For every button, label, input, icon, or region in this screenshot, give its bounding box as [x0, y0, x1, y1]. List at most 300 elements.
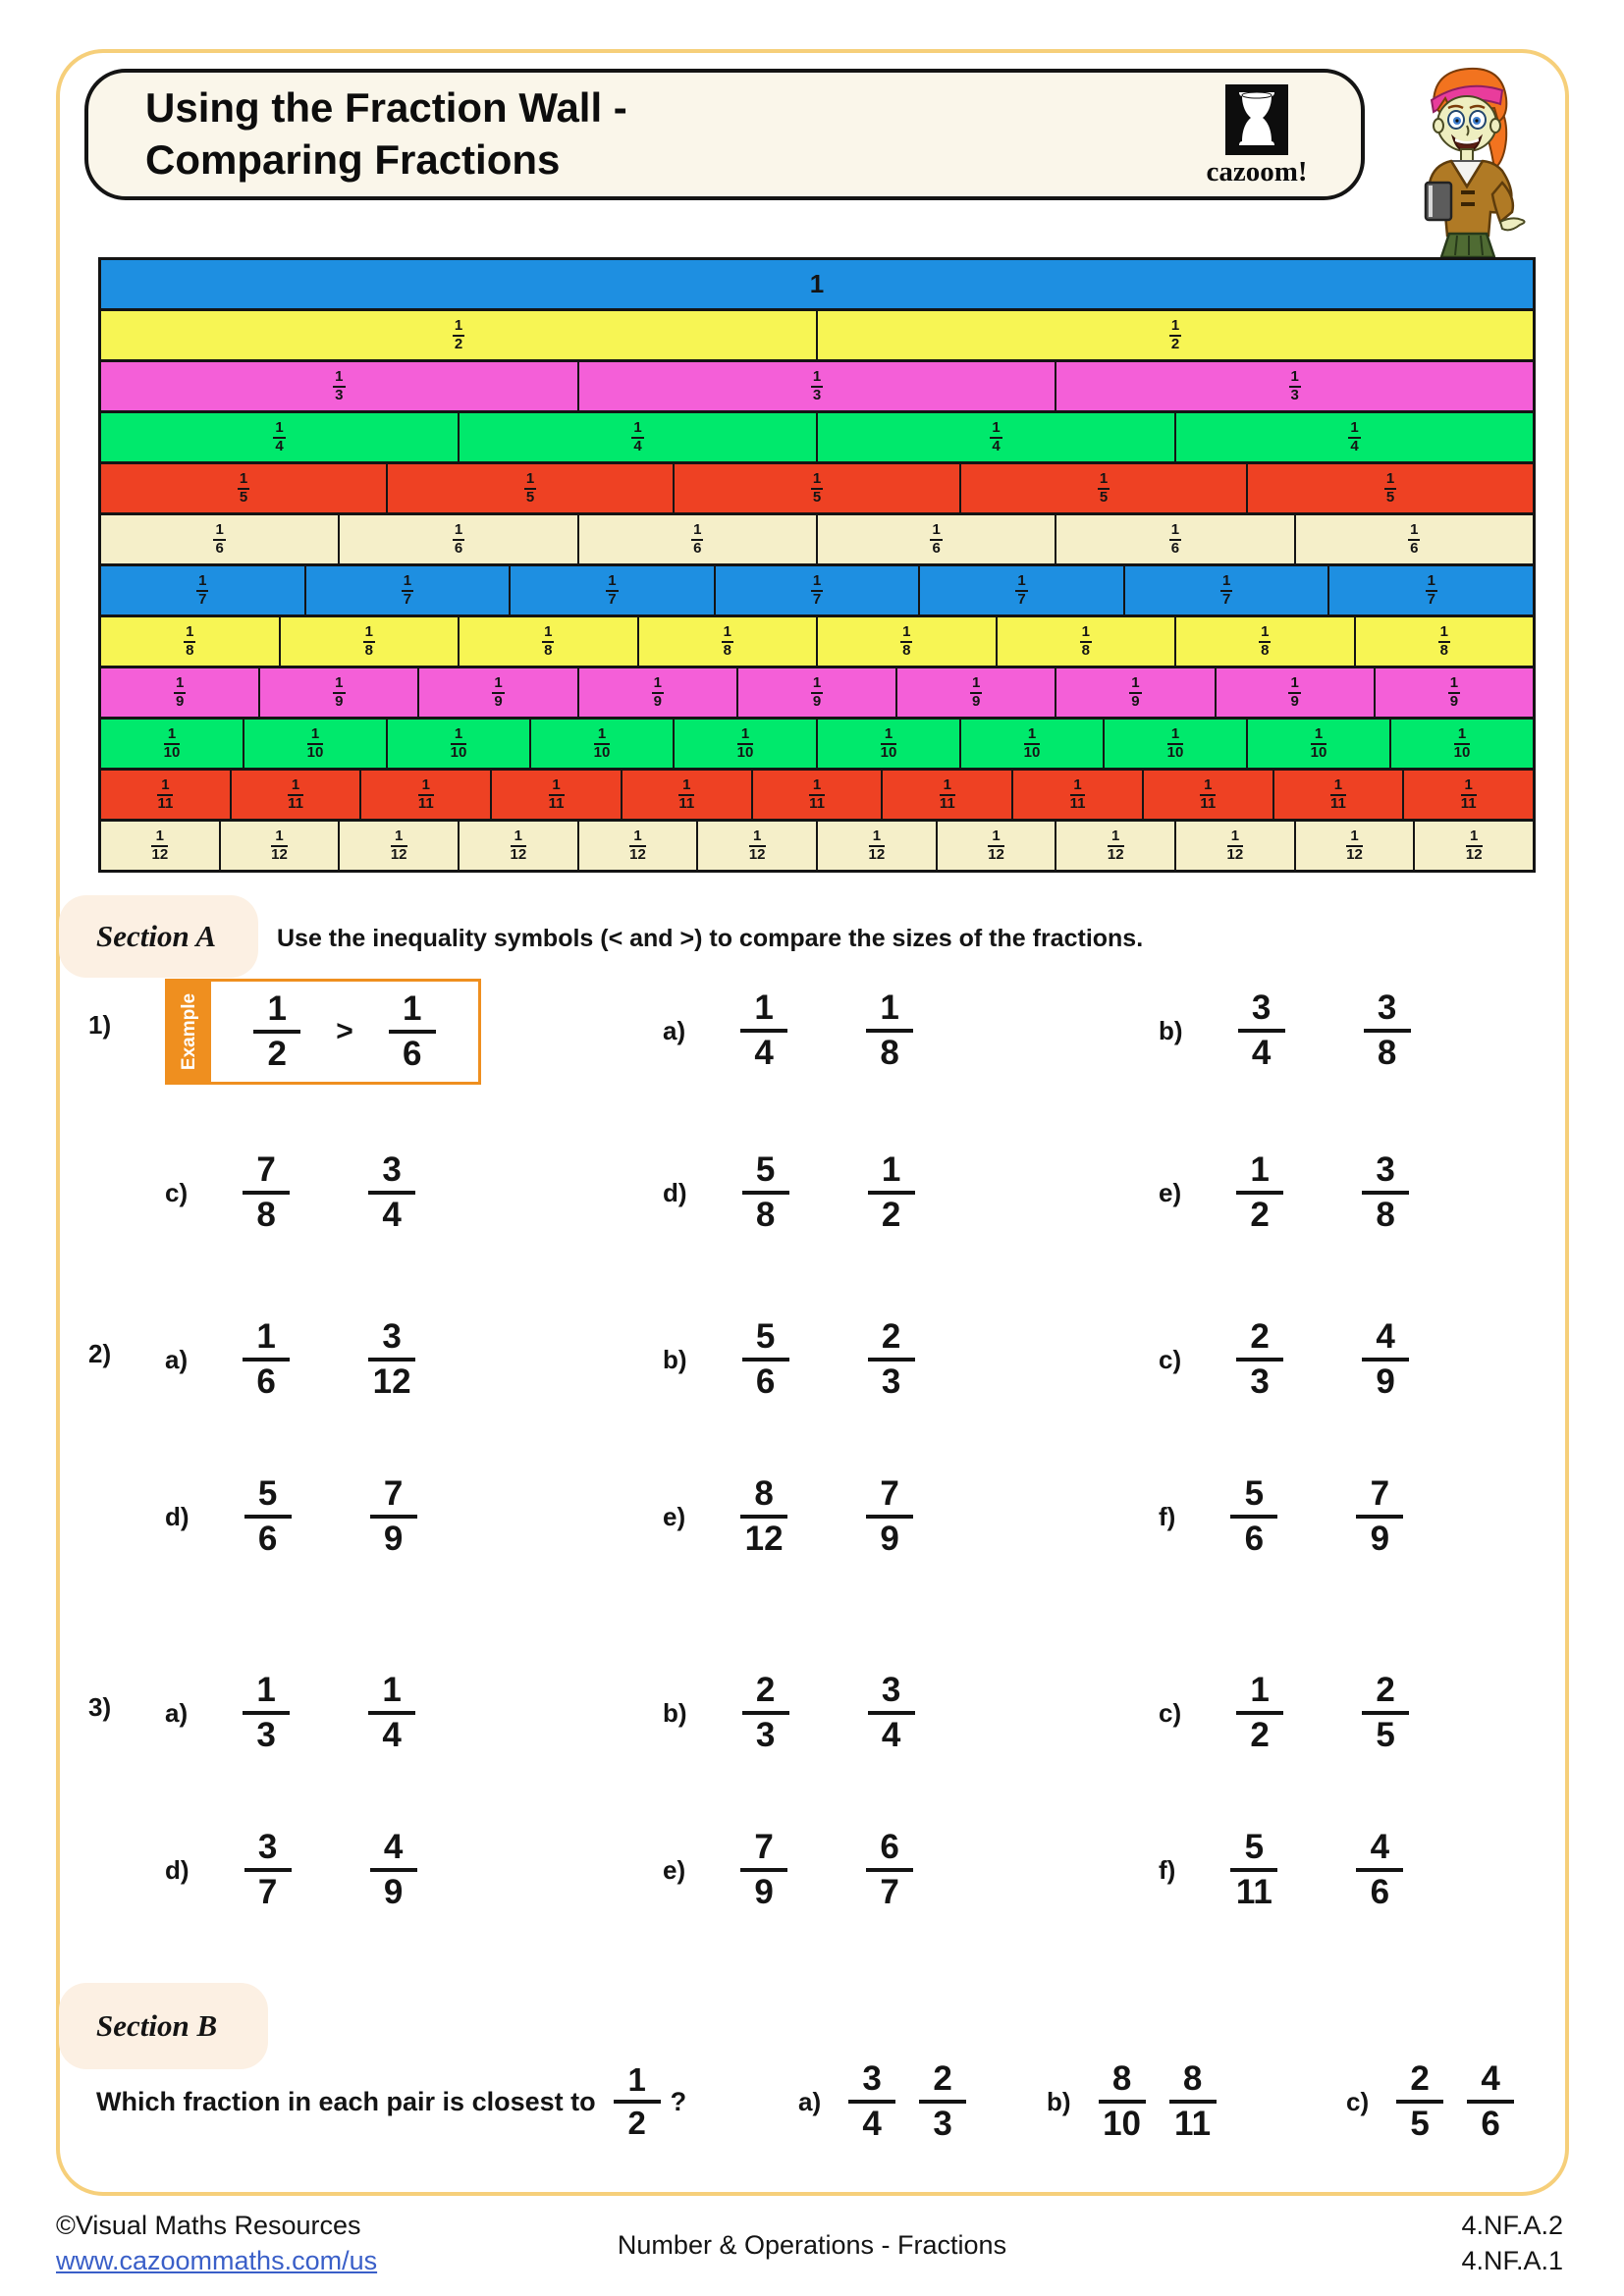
- wall-cell: [621, 771, 751, 819]
- fraction-denominator: 6: [454, 539, 463, 557]
- wall-cell: [1123, 566, 1328, 614]
- wall-cell: [1174, 822, 1294, 870]
- wall-cell: [918, 566, 1123, 614]
- wall-cell: [101, 362, 577, 410]
- wall-fraction: [174, 675, 186, 710]
- fraction-left: [1236, 1149, 1283, 1234]
- fraction-numerator: 1: [1227, 828, 1244, 847]
- fraction-numerator: 1: [1466, 828, 1483, 847]
- wall-fraction: [1384, 471, 1396, 506]
- wall-fraction: [629, 828, 646, 863]
- fraction-numerator: 1: [1438, 624, 1450, 643]
- question-item: [1159, 1659, 1409, 1767]
- wall-row-5: [101, 461, 1533, 512]
- fraction-numerator: 1: [511, 828, 527, 847]
- wall-fraction: [453, 318, 464, 352]
- fraction-denominator: 7: [257, 1873, 278, 1911]
- fraction-numerator: 1: [652, 675, 664, 694]
- question-label: c): [1346, 2086, 1370, 2116]
- wall-fraction: [809, 777, 825, 812]
- fraction-numerator: 2: [742, 1673, 789, 1715]
- fraction-denominator: 7: [880, 1873, 899, 1911]
- wall-cell: [386, 464, 673, 512]
- fraction-denominator: 11: [157, 794, 174, 812]
- wall-cell: [1294, 822, 1414, 870]
- wall-fraction: [238, 471, 249, 506]
- wall-fraction: [1311, 726, 1327, 761]
- wall-fraction: [402, 573, 413, 608]
- wall-cell: [996, 617, 1175, 666]
- wall-cell: [101, 311, 816, 359]
- fraction-denominator: 6: [932, 539, 941, 557]
- fraction-denominator: 12: [151, 845, 169, 863]
- fraction-numerator: 7: [1356, 1476, 1403, 1519]
- fraction-right: [866, 1827, 913, 1911]
- fraction-denominator: 8: [186, 641, 194, 659]
- fraction-denominator: 9: [1376, 1362, 1395, 1401]
- fraction-left: [1230, 1827, 1277, 1911]
- fraction-numerator: 3: [368, 1152, 415, 1195]
- fraction-denominator: 9: [754, 1873, 774, 1911]
- wall-fraction: [1466, 828, 1483, 863]
- fraction-denominator: 4: [754, 1034, 774, 1072]
- fraction-right: [1362, 1670, 1409, 1754]
- question-item: [165, 1816, 417, 1924]
- fraction-numerator: 1: [970, 675, 982, 694]
- fraction-denominator: 8: [1081, 641, 1090, 659]
- wall-cell: [816, 822, 936, 870]
- section-b-question: [96, 2048, 686, 2156]
- fraction-left: [1230, 1473, 1277, 1558]
- target-fraction: [614, 2060, 661, 2141]
- fraction-numerator: 1: [614, 2063, 661, 2104]
- fraction-denominator: 8: [902, 641, 911, 659]
- fraction-denominator: 12: [1465, 845, 1483, 863]
- fraction-left: [742, 1670, 789, 1754]
- wall-fraction: [1330, 777, 1346, 812]
- example-tab: [168, 982, 211, 1082]
- fraction-numerator: 1: [990, 420, 1001, 439]
- fraction-denominator: 4: [382, 1196, 402, 1234]
- fraction-left: [243, 1316, 290, 1401]
- wall-cell: [458, 822, 577, 870]
- wall-cell: [304, 566, 510, 614]
- fraction-denominator: 2: [627, 2105, 646, 2141]
- wall-cell: [101, 771, 230, 819]
- wall-cell: [1413, 822, 1533, 870]
- fraction-numerator: 1: [1346, 828, 1363, 847]
- example-box: [165, 979, 481, 1085]
- wall-fraction: [391, 828, 407, 863]
- fraction-denominator: 3: [755, 1716, 776, 1754]
- question-item: [165, 1659, 415, 1767]
- fraction-numerator: 1: [271, 828, 288, 847]
- fraction-denominator: 5: [1099, 488, 1109, 506]
- fraction-numerator: 1: [402, 573, 413, 592]
- fraction-numerator: 1: [1259, 624, 1271, 643]
- fraction-denominator: 6: [1410, 539, 1419, 557]
- fraction-denominator: 9: [880, 1520, 899, 1558]
- wall-row-4: [101, 410, 1533, 461]
- wall-fraction: [492, 675, 504, 710]
- fraction-numerator: 1: [453, 522, 464, 541]
- wall-cell: [714, 566, 919, 614]
- wall-cell: [881, 771, 1011, 819]
- fraction-right: [866, 1473, 913, 1558]
- question-item: [165, 1139, 415, 1247]
- wall-cell: [1055, 822, 1174, 870]
- wall-cell: [1103, 720, 1246, 768]
- wall-cell: [637, 617, 817, 666]
- fraction-numerator: 1: [453, 318, 464, 337]
- wall-cell: [279, 617, 459, 666]
- fraction-denominator: 2: [1250, 1196, 1270, 1234]
- fraction-numerator: 1: [1070, 777, 1086, 796]
- fraction-denominator: 2: [1170, 335, 1180, 352]
- wall-cell: [1246, 464, 1533, 512]
- fraction-right: [368, 1670, 415, 1754]
- fraction-left: [740, 1473, 787, 1558]
- wall-cell: [936, 822, 1056, 870]
- fraction-numerator: 1: [811, 471, 823, 490]
- wall-cell: [101, 720, 243, 768]
- goblet-icon: [1225, 84, 1288, 155]
- wall-cell: [101, 260, 1533, 308]
- fraction-denominator: 3: [933, 2105, 952, 2143]
- fraction-denominator: 12: [988, 845, 1004, 863]
- fraction-numerator: 1: [184, 624, 195, 643]
- fraction-denominator: 10: [736, 743, 754, 761]
- fraction-denominator: 11: [1330, 794, 1346, 812]
- fraction-numerator: 4: [370, 1830, 417, 1872]
- fraction-denominator: 12: [1226, 845, 1244, 863]
- wall-cell: [529, 720, 673, 768]
- question-item: [663, 1463, 913, 1571]
- wall-cell: [577, 822, 697, 870]
- fraction-numerator: 1: [492, 675, 504, 694]
- question-item: [663, 1659, 915, 1767]
- fraction-denominator: 9: [1290, 692, 1299, 710]
- fraction-left: [1099, 2058, 1146, 2143]
- fraction-numerator: 2: [1396, 2061, 1443, 2104]
- wall-cell: [386, 720, 529, 768]
- wall-cell: [230, 771, 360, 819]
- fraction-denominator: 5: [239, 488, 248, 506]
- fraction-numerator: 1: [1311, 726, 1327, 745]
- wall-cell: [219, 822, 339, 870]
- question-row: [88, 1139, 1561, 1247]
- wall-fraction: [1227, 828, 1244, 863]
- question-item: [663, 1139, 915, 1247]
- fraction-numerator: 4: [1467, 2061, 1514, 2104]
- question-label: b): [1047, 2086, 1071, 2116]
- wall-fraction: [1438, 624, 1450, 659]
- fraction-numerator: 1: [542, 624, 554, 643]
- wall-fraction: [811, 471, 823, 506]
- wall-cell: [101, 515, 338, 563]
- fraction-numerator: 1: [606, 573, 618, 592]
- wall-fraction: [1169, 318, 1181, 352]
- wall-fraction: [691, 522, 703, 557]
- wall-fraction: [164, 726, 181, 761]
- fraction-left: [1236, 1670, 1283, 1754]
- question-label: d): [165, 1854, 189, 1885]
- fraction-numerator: 1: [1167, 726, 1184, 745]
- fraction-numerator: 1: [1384, 471, 1396, 490]
- wall-cell: [1055, 668, 1214, 717]
- fraction-numerator: 1: [307, 726, 324, 745]
- wall-cell: [577, 362, 1056, 410]
- wall-cell: [101, 617, 279, 666]
- footer-topic: Number & Operations - Fractions: [617, 2230, 1007, 2260]
- wall-fraction: [271, 828, 288, 863]
- question-label: f): [1159, 1501, 1176, 1531]
- fraction-denominator: 6: [1370, 1873, 1390, 1911]
- fraction-denominator: 10: [1310, 743, 1327, 761]
- fraction-denominator: 6: [257, 1520, 278, 1558]
- fraction-right: [368, 1316, 415, 1401]
- wall-fraction: [157, 777, 173, 812]
- fraction-denominator: 4: [633, 437, 642, 454]
- cazoom-logo: [1178, 84, 1335, 188]
- example-tab-label: Example: [179, 992, 199, 1071]
- fraction-numerator: 1: [900, 624, 912, 643]
- wall-fraction: [1220, 573, 1232, 608]
- fraction-numerator: 1: [1108, 828, 1124, 847]
- fraction-denominator: 2: [454, 335, 463, 352]
- fraction-denominator: 11: [548, 794, 565, 812]
- wall-cell: [1374, 668, 1533, 717]
- fraction-denominator: 2: [1250, 1716, 1270, 1754]
- fraction-denominator: 3: [881, 1362, 901, 1401]
- wall-fraction: [811, 369, 823, 403]
- fraction-numerator: 3: [244, 1830, 292, 1872]
- wall-fraction: [1098, 471, 1110, 506]
- fraction-denominator: 9: [494, 692, 503, 710]
- question-item: [1159, 1463, 1403, 1571]
- fraction-numerator: 7: [866, 1476, 913, 1519]
- question-label: e): [663, 1854, 686, 1885]
- wall-fraction: [1169, 522, 1181, 557]
- fraction-denominator: 10: [880, 743, 897, 761]
- question-label: b): [1159, 1015, 1183, 1045]
- copyright-text: ©Visual Maths Resources: [56, 2211, 361, 2240]
- fraction-denominator: 12: [372, 1362, 411, 1401]
- wall-cell: [959, 720, 1103, 768]
- wall-fraction: [1024, 726, 1041, 761]
- fraction-numerator: 1: [1169, 522, 1181, 541]
- fraction-numerator: 1: [869, 828, 886, 847]
- question-item: [663, 977, 913, 1085]
- wall-row-12: [101, 819, 1533, 870]
- fraction-numerator: 1: [157, 777, 173, 796]
- fraction-denominator: 8: [755, 1196, 776, 1234]
- fraction-numerator: 1: [273, 420, 285, 439]
- fraction-left: [742, 1149, 789, 1234]
- fraction-numerator: 1: [749, 828, 766, 847]
- wall-cell: [895, 668, 1055, 717]
- page-title-line1: Using the Fraction Wall -: [145, 84, 627, 131]
- wall-cell: [258, 668, 417, 717]
- question-item: [165, 1463, 417, 1571]
- wall-cell: [101, 413, 458, 461]
- wall-cell: [816, 413, 1174, 461]
- wall-cell: [1389, 720, 1533, 768]
- fraction-denominator: 5: [1376, 1716, 1395, 1754]
- question-number: 3): [88, 1692, 112, 1722]
- fraction-left: [1236, 1316, 1283, 1401]
- fraction-denominator: 9: [335, 692, 344, 710]
- fraction-numerator: 1: [1098, 471, 1110, 490]
- fraction-denominator: 4: [1350, 437, 1359, 454]
- question-label: d): [165, 1501, 189, 1531]
- wall-cell: [577, 515, 816, 563]
- fraction-denominator: 7: [198, 590, 207, 608]
- fraction-denominator: 7: [812, 590, 822, 608]
- wall-fraction: [1167, 726, 1184, 761]
- fraction-numerator: 1: [740, 990, 787, 1033]
- fraction-denominator: 11: [1069, 794, 1086, 812]
- fraction-denominator: 4: [881, 1716, 901, 1754]
- fraction-right: [1467, 2058, 1514, 2143]
- question-item: [663, 1306, 915, 1414]
- question-item: [165, 1306, 415, 1414]
- fraction-numerator: 8: [1099, 2061, 1146, 2104]
- fraction-numerator: 1: [1129, 675, 1141, 694]
- fraction-numerator: 1: [368, 1673, 415, 1715]
- fraction-denominator: 9: [972, 692, 981, 710]
- fraction-denominator: 7: [1222, 590, 1231, 608]
- fraction-denominator: 11: [939, 794, 955, 812]
- question-item: [798, 2048, 966, 2156]
- wall-fraction: [970, 675, 982, 710]
- fraction-numerator: 1: [333, 675, 345, 694]
- wall-fraction: [511, 828, 527, 863]
- example-fraction-right: [389, 988, 436, 1073]
- wall-row-8: [101, 614, 1533, 666]
- fraction-numerator: 1: [1426, 573, 1437, 592]
- question-row: [88, 1659, 1561, 1767]
- fraction-denominator: 12: [744, 1520, 784, 1558]
- fraction-right: [370, 1473, 417, 1558]
- question-label: a): [798, 2086, 822, 2116]
- fraction-denominator: 11: [1174, 2105, 1212, 2143]
- fraction-numerator: 5: [244, 1476, 292, 1519]
- question-item: [663, 1816, 913, 1924]
- wall-fraction: [1259, 624, 1271, 659]
- fraction-numerator: 1: [288, 777, 303, 796]
- fraction-numerator: 1: [988, 828, 1004, 847]
- fraction-denominator: 8: [723, 641, 731, 659]
- wall-fraction: [1454, 726, 1471, 761]
- fraction-denominator: 6: [1170, 539, 1180, 557]
- fraction-right: [919, 2058, 966, 2143]
- fraction-denominator: 12: [1346, 845, 1363, 863]
- wall-cell: [101, 668, 258, 717]
- fraction-numerator: 4: [1362, 1319, 1409, 1362]
- question-item: [1159, 1816, 1403, 1924]
- fraction-numerator: 5: [1230, 1830, 1277, 1872]
- wall-cell: [1246, 720, 1389, 768]
- wall-fraction: [737, 726, 754, 761]
- fraction-numerator: 1: [594, 726, 611, 745]
- fraction-numerator: 1: [1080, 624, 1092, 643]
- fraction-numerator: 1: [164, 726, 181, 745]
- wall-cell: [816, 720, 959, 768]
- wall-fraction: [1288, 675, 1300, 710]
- fraction-denominator: 10: [1103, 2105, 1142, 2143]
- question-label: e): [663, 1501, 686, 1531]
- wall-cell: [338, 515, 576, 563]
- question-label: c): [1159, 1344, 1182, 1374]
- website-link[interactable]: www.cazoommaths.com/us: [56, 2246, 378, 2276]
- wall-fraction: [542, 624, 554, 659]
- wall-cell: [816, 311, 1533, 359]
- wall-cell: [673, 720, 816, 768]
- fraction-denominator: 4: [382, 1716, 402, 1754]
- fraction-denominator: 8: [1376, 1196, 1395, 1234]
- fraction-numerator: 1: [940, 777, 955, 796]
- wall-fraction: [288, 777, 303, 812]
- fraction-right: [368, 1149, 415, 1234]
- fraction-numerator: 1: [213, 522, 225, 541]
- fraction-left: [848, 2058, 895, 2143]
- fraction-denominator: 10: [1023, 743, 1041, 761]
- wall-fraction: [988, 828, 1004, 863]
- fraction-right: [868, 1316, 915, 1401]
- wall-fraction: [363, 624, 375, 659]
- wall-cell: [1174, 413, 1533, 461]
- question-row: [88, 1306, 1561, 1414]
- wall-cell: [1055, 362, 1533, 410]
- wall-fraction: [1200, 777, 1216, 812]
- wall-fraction: [1289, 369, 1301, 403]
- wall-cell: [101, 566, 304, 614]
- wall-cell: [1402, 771, 1533, 819]
- fraction-numerator: 1: [253, 991, 300, 1034]
- fraction-denominator: 8: [364, 641, 373, 659]
- fraction-numerator: 1: [174, 675, 186, 694]
- wall-cell: [1055, 515, 1293, 563]
- wall-fraction: [307, 726, 324, 761]
- question-label: d): [663, 1177, 687, 1207]
- fraction-numerator: 3: [1364, 990, 1411, 1033]
- wall-fraction: [549, 777, 565, 812]
- question-label: f): [1159, 1854, 1176, 1885]
- fraction-numerator: 5: [742, 1152, 789, 1195]
- question-item: [1346, 2048, 1514, 2156]
- wall-fraction: [151, 828, 168, 863]
- fraction-left: [1396, 2058, 1443, 2143]
- question-label: c): [165, 1177, 189, 1207]
- page-title: [145, 82, 627, 187]
- wall-cell: [673, 464, 959, 512]
- section-a-label: Section A: [59, 895, 258, 978]
- wall-fraction: [453, 522, 464, 557]
- fraction-numerator: 1: [363, 624, 375, 643]
- fraction-denominator: 7: [608, 590, 617, 608]
- wall-cell: [1327, 566, 1533, 614]
- fraction-numerator: 1: [1236, 1152, 1283, 1195]
- fraction-denominator: 6: [1481, 2105, 1500, 2143]
- fraction-denominator: 12: [868, 845, 886, 863]
- wall-fraction: [869, 828, 886, 863]
- fraction-numerator: 1: [1289, 369, 1301, 388]
- fraction-denominator: 12: [510, 845, 527, 863]
- wall-row-9: [101, 666, 1533, 717]
- question-number: 2): [88, 1339, 112, 1368]
- question-row: [88, 1463, 1561, 1571]
